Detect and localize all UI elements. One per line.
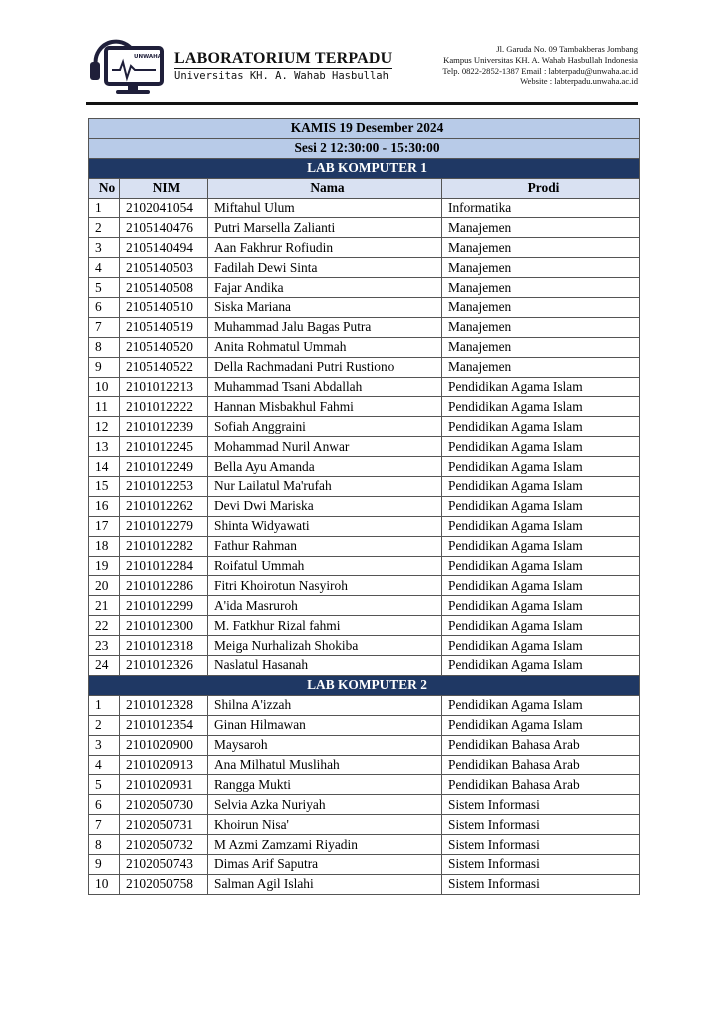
lab-name: LAB KOMPUTER 2 bbox=[89, 675, 640, 695]
table-row bbox=[89, 596, 640, 616]
student-nim: 2102050731 bbox=[120, 815, 208, 835]
student-name: Khoirun Nisa' bbox=[208, 815, 442, 835]
study-program: Pendidikan Agama Islam bbox=[442, 417, 640, 437]
student-name: M. Fatkhur Rizal fahmi bbox=[208, 616, 442, 636]
row-number: 7 bbox=[89, 317, 120, 337]
student-name: Shilna A'izzah bbox=[208, 695, 442, 715]
student-nim: 2105140519 bbox=[120, 317, 208, 337]
student-nim: 2101012354 bbox=[120, 715, 208, 735]
row-number: 11 bbox=[89, 397, 120, 417]
column-header-nim: NIM bbox=[120, 178, 208, 198]
lab-name: LAB KOMPUTER 1 bbox=[89, 158, 640, 178]
row-number: 7 bbox=[89, 815, 120, 835]
row-number: 5 bbox=[89, 278, 120, 298]
row-number: 6 bbox=[89, 298, 120, 318]
row-number: 14 bbox=[89, 457, 120, 477]
table-row bbox=[89, 317, 640, 337]
table-row bbox=[89, 198, 640, 218]
table-row bbox=[89, 576, 640, 596]
website-line: Website : labterpadu.unwaha.ac.id bbox=[520, 76, 638, 87]
student-name: Nur Lailatul Ma'rufah bbox=[208, 477, 442, 497]
row-number: 10 bbox=[89, 874, 120, 894]
study-program: Pendidikan Bahasa Arab bbox=[442, 755, 640, 775]
row-number: 18 bbox=[89, 536, 120, 556]
student-nim: 2101012262 bbox=[120, 496, 208, 516]
student-nim: 2101012286 bbox=[120, 576, 208, 596]
lab-header-row bbox=[89, 675, 640, 695]
student-name: Della Rachmadani Putri Rustiono bbox=[208, 357, 442, 377]
table-row bbox=[89, 874, 640, 894]
row-number: 1 bbox=[89, 198, 120, 218]
row-number: 10 bbox=[89, 377, 120, 397]
session-date-row bbox=[89, 119, 640, 139]
study-program: Sistem Informasi bbox=[442, 854, 640, 874]
row-number: 4 bbox=[89, 755, 120, 775]
study-program: Pendidikan Agama Islam bbox=[442, 377, 640, 397]
student-name: Hannan Misbakhul Fahmi bbox=[208, 397, 442, 417]
table-row bbox=[89, 496, 640, 516]
table-row bbox=[89, 715, 640, 735]
row-number: 21 bbox=[89, 596, 120, 616]
student-name: Bella Ayu Amanda bbox=[208, 457, 442, 477]
student-name: Aan Fakhrur Rofiudin bbox=[208, 238, 442, 258]
student-name: Fajar Andika bbox=[208, 278, 442, 298]
session-time-row bbox=[89, 138, 640, 158]
table-row bbox=[89, 377, 640, 397]
study-program: Pendidikan Bahasa Arab bbox=[442, 775, 640, 795]
student-nim: 2105140476 bbox=[120, 218, 208, 238]
student-nim: 2101012249 bbox=[120, 457, 208, 477]
student-name: Fadilah Dewi Sinta bbox=[208, 258, 442, 278]
student-nim: 2101012222 bbox=[120, 397, 208, 417]
student-name: Naslatul Hasanah bbox=[208, 656, 442, 676]
student-nim: 2102050743 bbox=[120, 854, 208, 874]
study-program: Manajemen bbox=[442, 238, 640, 258]
row-number: 12 bbox=[89, 417, 120, 437]
table-row bbox=[89, 755, 640, 775]
svg-text:UNWAHA: UNWAHA bbox=[134, 54, 163, 60]
study-program: Pendidikan Agama Islam bbox=[442, 536, 640, 556]
study-program: Sistem Informasi bbox=[442, 874, 640, 894]
session-time: Sesi 2 12:30:00 - 15:30:00 bbox=[89, 138, 640, 158]
student-name: Maysaroh bbox=[208, 735, 442, 755]
student-name: Roifatul Ummah bbox=[208, 556, 442, 576]
row-number: 9 bbox=[89, 357, 120, 377]
lab-header-row bbox=[89, 158, 640, 178]
table-row bbox=[89, 854, 640, 874]
student-nim: 2101012284 bbox=[120, 556, 208, 576]
student-nim: 2101012239 bbox=[120, 417, 208, 437]
student-nim: 2101012328 bbox=[120, 695, 208, 715]
study-program: Pendidikan Agama Islam bbox=[442, 457, 640, 477]
row-number: 4 bbox=[89, 258, 120, 278]
phone-email-line: Telp. 0822-2852-1387 Email : labterpadu@unwaha.ac.id bbox=[442, 65, 638, 76]
row-number: 19 bbox=[89, 556, 120, 576]
student-nim: 2101012253 bbox=[120, 477, 208, 497]
student-nim: 2105140494 bbox=[120, 238, 208, 258]
student-nim: 2101012213 bbox=[120, 377, 208, 397]
table-row bbox=[89, 695, 640, 715]
study-program: Pendidikan Agama Islam bbox=[442, 636, 640, 656]
student-name: Meiga Nurhalizah Shokiba bbox=[208, 636, 442, 656]
student-name: Muhammad Jalu Bagas Putra bbox=[208, 317, 442, 337]
row-number: 9 bbox=[89, 854, 120, 874]
row-number: 3 bbox=[89, 238, 120, 258]
student-name: Selvia Azka Nuriyah bbox=[208, 795, 442, 815]
study-program: Pendidikan Agama Islam bbox=[442, 477, 640, 497]
table-row bbox=[89, 536, 640, 556]
student-name: Ginan Hilmawan bbox=[208, 715, 442, 735]
student-name: Devi Dwi Mariska bbox=[208, 496, 442, 516]
table-row bbox=[89, 357, 640, 377]
table-row bbox=[89, 417, 640, 437]
study-program: Manajemen bbox=[442, 218, 640, 238]
study-program: Sistem Informasi bbox=[442, 835, 640, 855]
table-row bbox=[89, 397, 640, 417]
row-number: 15 bbox=[89, 477, 120, 497]
row-number: 20 bbox=[89, 576, 120, 596]
student-name: Muhammad Tsani Abdallah bbox=[208, 377, 442, 397]
student-name: Miftahul Ulum bbox=[208, 198, 442, 218]
table-row bbox=[89, 278, 640, 298]
row-number: 5 bbox=[89, 775, 120, 795]
study-program: Pendidikan Agama Islam bbox=[442, 496, 640, 516]
study-program: Pendidikan Agama Islam bbox=[442, 656, 640, 676]
row-number: 6 bbox=[89, 795, 120, 815]
student-nim: 2105140508 bbox=[120, 278, 208, 298]
row-number: 16 bbox=[89, 496, 120, 516]
student-nim: 2101012326 bbox=[120, 656, 208, 676]
student-nim: 2105140522 bbox=[120, 357, 208, 377]
student-nim: 2101012245 bbox=[120, 437, 208, 457]
table-row bbox=[89, 795, 640, 815]
student-name: Fathur Rahman bbox=[208, 536, 442, 556]
lab-title: LABORATORIUM TERPADU bbox=[174, 50, 393, 67]
study-program: Manajemen bbox=[442, 258, 640, 278]
student-name: Dimas Arif Saputra bbox=[208, 854, 442, 874]
session-date: KAMIS 19 Desember 2024 bbox=[89, 119, 640, 139]
student-nim: 2101012279 bbox=[120, 516, 208, 536]
student-nim: 2101012318 bbox=[120, 636, 208, 656]
study-program: Sistem Informasi bbox=[442, 815, 640, 835]
study-program: Pendidikan Bahasa Arab bbox=[442, 735, 640, 755]
student-nim: 2101020931 bbox=[120, 775, 208, 795]
student-nim: 2101012299 bbox=[120, 596, 208, 616]
table-row bbox=[89, 815, 640, 835]
study-program: Manajemen bbox=[442, 317, 640, 337]
student-nim: 2105140503 bbox=[120, 258, 208, 278]
student-nim: 2101020913 bbox=[120, 755, 208, 775]
table-row bbox=[89, 298, 640, 318]
study-program: Manajemen bbox=[442, 357, 640, 377]
student-name: Ana Milhatul Muslihah bbox=[208, 755, 442, 775]
row-number: 22 bbox=[89, 616, 120, 636]
student-nim: 2101012300 bbox=[120, 616, 208, 636]
study-program: Pendidikan Agama Islam bbox=[442, 695, 640, 715]
student-nim: 2105140520 bbox=[120, 337, 208, 357]
lab-logo-headset-monitor-icon bbox=[86, 36, 166, 98]
table-row bbox=[89, 516, 640, 536]
study-program: Pendidikan Agama Islam bbox=[442, 556, 640, 576]
student-name: Siska Mariana bbox=[208, 298, 442, 318]
column-header-row bbox=[89, 178, 640, 198]
row-number: 24 bbox=[89, 656, 120, 676]
study-program: Pendidikan Agama Islam bbox=[442, 516, 640, 536]
student-name: Rangga Mukti bbox=[208, 775, 442, 795]
student-nim: 2102041054 bbox=[120, 198, 208, 218]
student-name: Anita Rohmatul Ummah bbox=[208, 337, 442, 357]
study-program: Sistem Informasi bbox=[442, 795, 640, 815]
table-row bbox=[89, 238, 640, 258]
student-name: M Azmi Zamzami Riyadin bbox=[208, 835, 442, 855]
header-divider bbox=[86, 102, 638, 105]
student-name: Fitri Khoirotun Nasyiroh bbox=[208, 576, 442, 596]
column-header-nama: Nama bbox=[208, 178, 442, 198]
address-line: Jl. Garuda No. 09 Tambakberas Jombang bbox=[496, 44, 638, 54]
student-name: Shinta Widyawati bbox=[208, 516, 442, 536]
row-number: 1 bbox=[89, 695, 120, 715]
table-row bbox=[89, 556, 640, 576]
exam-schedule-table bbox=[88, 118, 640, 895]
row-number: 23 bbox=[89, 636, 120, 656]
study-program: Pendidikan Agama Islam bbox=[442, 576, 640, 596]
study-program: Pendidikan Agama Islam bbox=[442, 397, 640, 417]
row-number: 2 bbox=[89, 218, 120, 238]
table-row bbox=[89, 437, 640, 457]
column-header-prodi: Prodi bbox=[442, 178, 640, 198]
row-number: 13 bbox=[89, 437, 120, 457]
table-row bbox=[89, 735, 640, 755]
student-nim: 2102050730 bbox=[120, 795, 208, 815]
table-row bbox=[89, 218, 640, 238]
university-name: Universitas KH. A. Wahab Hasbullah bbox=[174, 70, 389, 82]
table-row bbox=[89, 258, 640, 278]
study-program: Pendidikan Agama Islam bbox=[442, 616, 640, 636]
table-row bbox=[89, 457, 640, 477]
student-name: Putri Marsella Zalianti bbox=[208, 218, 442, 238]
student-nim: 2102050732 bbox=[120, 835, 208, 855]
table-row bbox=[89, 616, 640, 636]
student-nim: 2102050758 bbox=[120, 874, 208, 894]
table-row bbox=[89, 636, 640, 656]
column-header-no: No bbox=[89, 178, 120, 198]
student-name: Sofiah Anggraini bbox=[208, 417, 442, 437]
study-program: Manajemen bbox=[442, 337, 640, 357]
student-nim: 2101012282 bbox=[120, 536, 208, 556]
row-number: 8 bbox=[89, 835, 120, 855]
row-number: 2 bbox=[89, 715, 120, 735]
table-row bbox=[89, 477, 640, 497]
student-nim: 2105140510 bbox=[120, 298, 208, 318]
table-row bbox=[89, 835, 640, 855]
study-program: Manajemen bbox=[442, 278, 640, 298]
row-number: 17 bbox=[89, 516, 120, 536]
student-name: A'ida Masruroh bbox=[208, 596, 442, 616]
study-program: Pendidikan Agama Islam bbox=[442, 596, 640, 616]
contact-block bbox=[442, 44, 638, 87]
study-program: Pendidikan Agama Islam bbox=[442, 437, 640, 457]
study-program: Informatika bbox=[442, 198, 640, 218]
row-number: 8 bbox=[89, 337, 120, 357]
campus-line: Kampus Universitas KH. A. Wahab Hasbullah Indonesia bbox=[443, 54, 638, 65]
student-name: Mohammad Nuril Anwar bbox=[208, 437, 442, 457]
student-nim: 2101020900 bbox=[120, 735, 208, 755]
study-program: Manajemen bbox=[442, 298, 640, 318]
table-row bbox=[89, 656, 640, 676]
letterhead bbox=[86, 36, 638, 104]
table-row bbox=[89, 337, 640, 357]
row-number: 3 bbox=[89, 735, 120, 755]
study-program: Pendidikan Agama Islam bbox=[442, 715, 640, 735]
table-row bbox=[89, 775, 640, 795]
student-name: Salman Agil Islahi bbox=[208, 874, 442, 894]
